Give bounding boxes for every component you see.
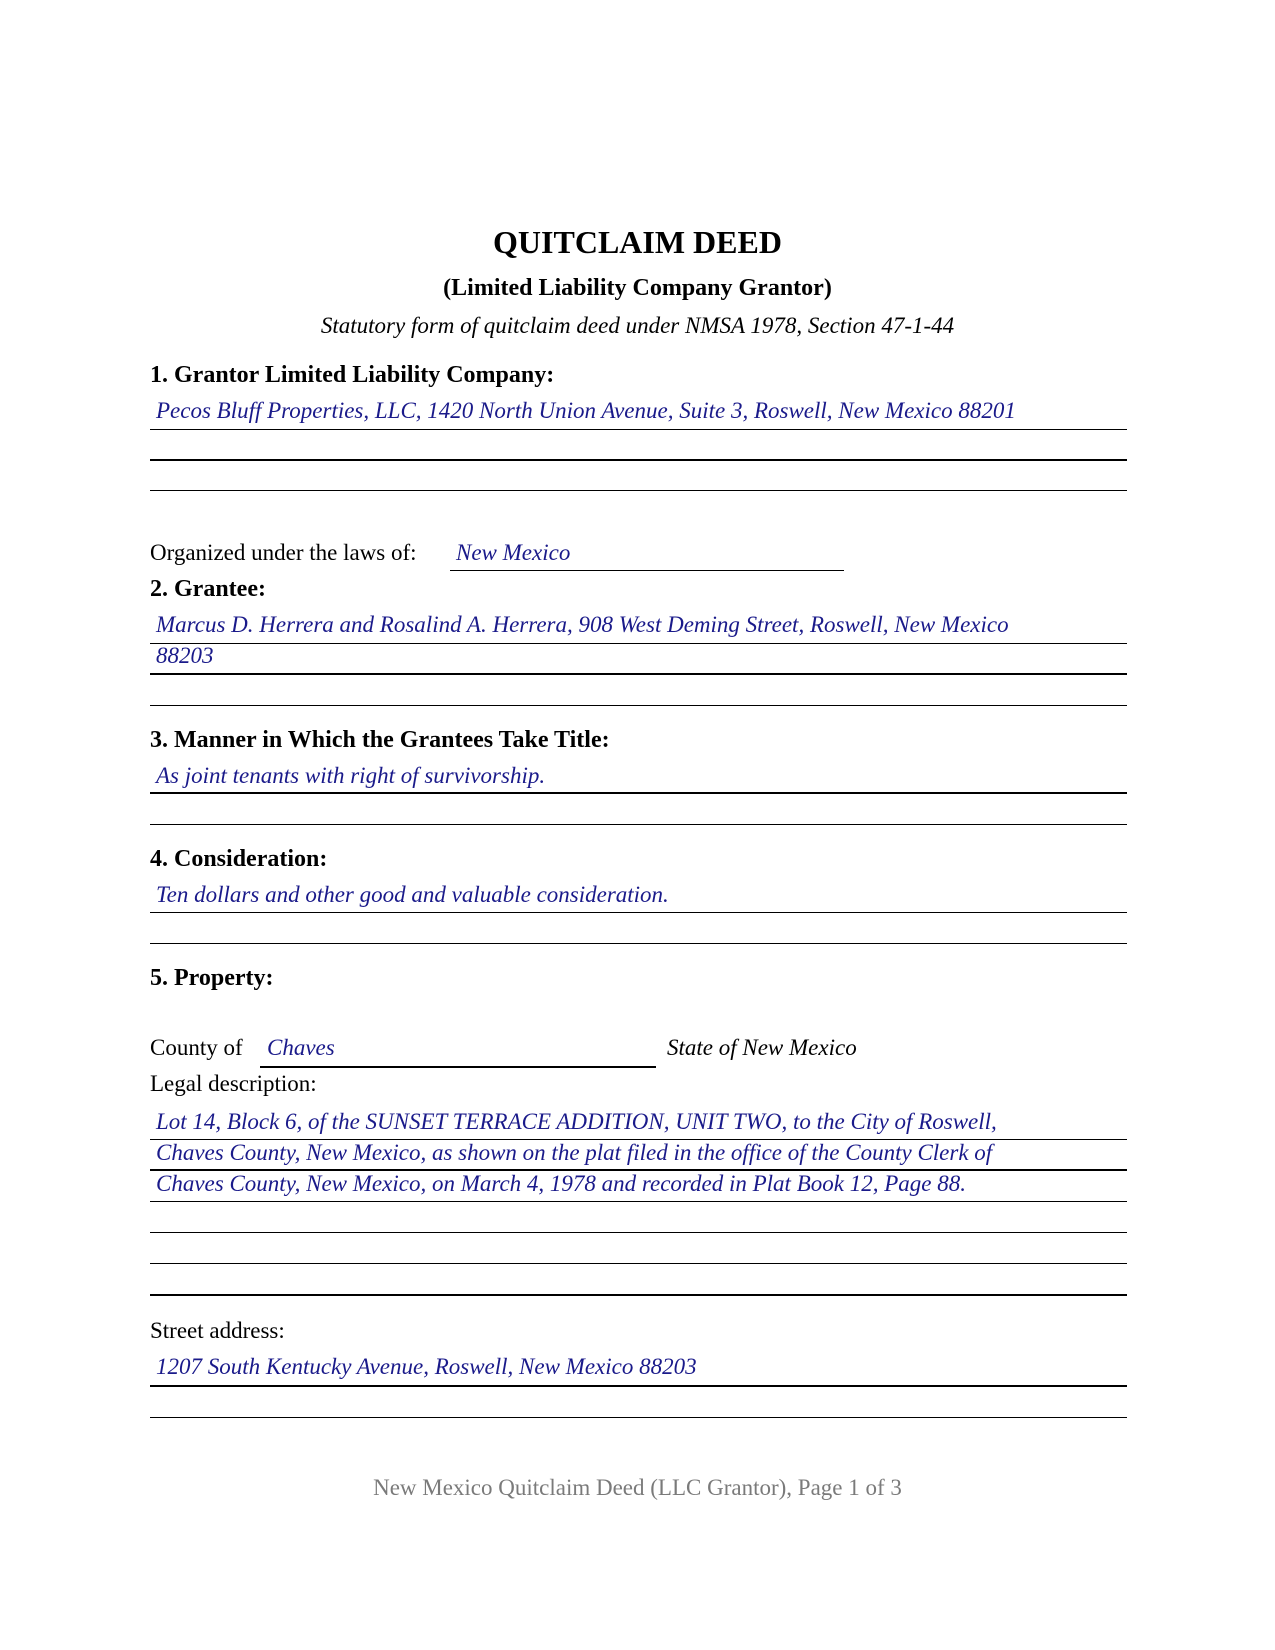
legal-line-5	[150, 1263, 1127, 1264]
grantor-heading: 1. Grantor Limited Liability Company:	[150, 362, 555, 388]
grantee-heading: 2. Grantee:	[150, 576, 266, 602]
street-line-2	[150, 1417, 1127, 1418]
property-heading: 5. Property:	[150, 965, 274, 991]
state-label: State of New Mexico	[667, 1035, 857, 1060]
consideration-line-1	[150, 912, 1127, 913]
title-manner-line-2	[150, 824, 1127, 825]
grantor-line-3	[150, 490, 1127, 491]
title-manner-line-1	[150, 792, 1127, 794]
county-line	[260, 1066, 656, 1068]
grantee-value-line-1[interactable]: Marcus D. Herrera and Rosalind A. Herrera, 908 West Deming Street, Roswell, New Mexico	[156, 612, 1009, 637]
legal-description-line-3[interactable]: Chaves County, New Mexico, on March 4, 1978 and recorded in Plat Book 12, Page 88.	[156, 1171, 966, 1196]
street-address-label: Street address:	[150, 1318, 285, 1343]
legal-description-line-2[interactable]: Chaves County, New Mexico, as shown on the plat filed in the office of the County Clerk of	[156, 1140, 993, 1165]
organized-value[interactable]: New Mexico	[456, 540, 571, 565]
legal-line-4	[150, 1232, 1127, 1233]
grantor-line-2	[150, 459, 1127, 461]
title-manner-heading: 3. Manner in Which the Grantees Take Title:	[150, 727, 610, 753]
grantee-line-1	[150, 643, 1127, 644]
county-label: County of	[150, 1035, 243, 1060]
legal-description-label: Legal description:	[150, 1071, 317, 1096]
consideration-heading: 4. Consideration:	[150, 846, 328, 872]
grantee-value-line-2[interactable]: 88203	[156, 643, 214, 668]
grantor-value[interactable]: Pecos Bluff Properties, LLC, 1420 North Union Avenue, Suite 3, Roswell, New Mexico 88201	[156, 398, 1016, 423]
title-manner-value[interactable]: As joint tenants with right of survivorship.	[156, 763, 546, 788]
consideration-value[interactable]: Ten dollars and other good and valuable consideration.	[156, 882, 669, 907]
consideration-line-2	[150, 943, 1127, 944]
legal-description-line-1[interactable]: Lot 14, Block 6, of the SUNSET TERRACE ADDITION, UNIT TWO, to the City of Roswell,	[156, 1109, 997, 1134]
grantee-line-3	[150, 705, 1127, 706]
grantee-line-2	[150, 673, 1127, 675]
street-address-value[interactable]: 1207 South Kentucky Avenue, Roswell, New Mexico 88203	[156, 1354, 697, 1379]
legal-line-3	[150, 1201, 1127, 1202]
document-title: QUITCLAIM DEED	[493, 224, 782, 260]
document-subtitle: (Limited Liability Company Grantor)	[443, 275, 832, 301]
street-line-1	[150, 1385, 1127, 1387]
grantor-line-1	[150, 429, 1127, 430]
statute-reference: Statutory form of quitclaim deed under NMSA 1978, Section 47-1-44	[320, 313, 955, 338]
county-value[interactable]: Chaves	[267, 1035, 335, 1060]
organized-line	[450, 570, 844, 571]
page-footer: New Mexico Quitclaim Deed (LLC Grantor), Page 1 of 3	[373, 1475, 902, 1500]
legal-line-6	[150, 1294, 1127, 1296]
organized-label: Organized under the laws of:	[150, 540, 417, 565]
